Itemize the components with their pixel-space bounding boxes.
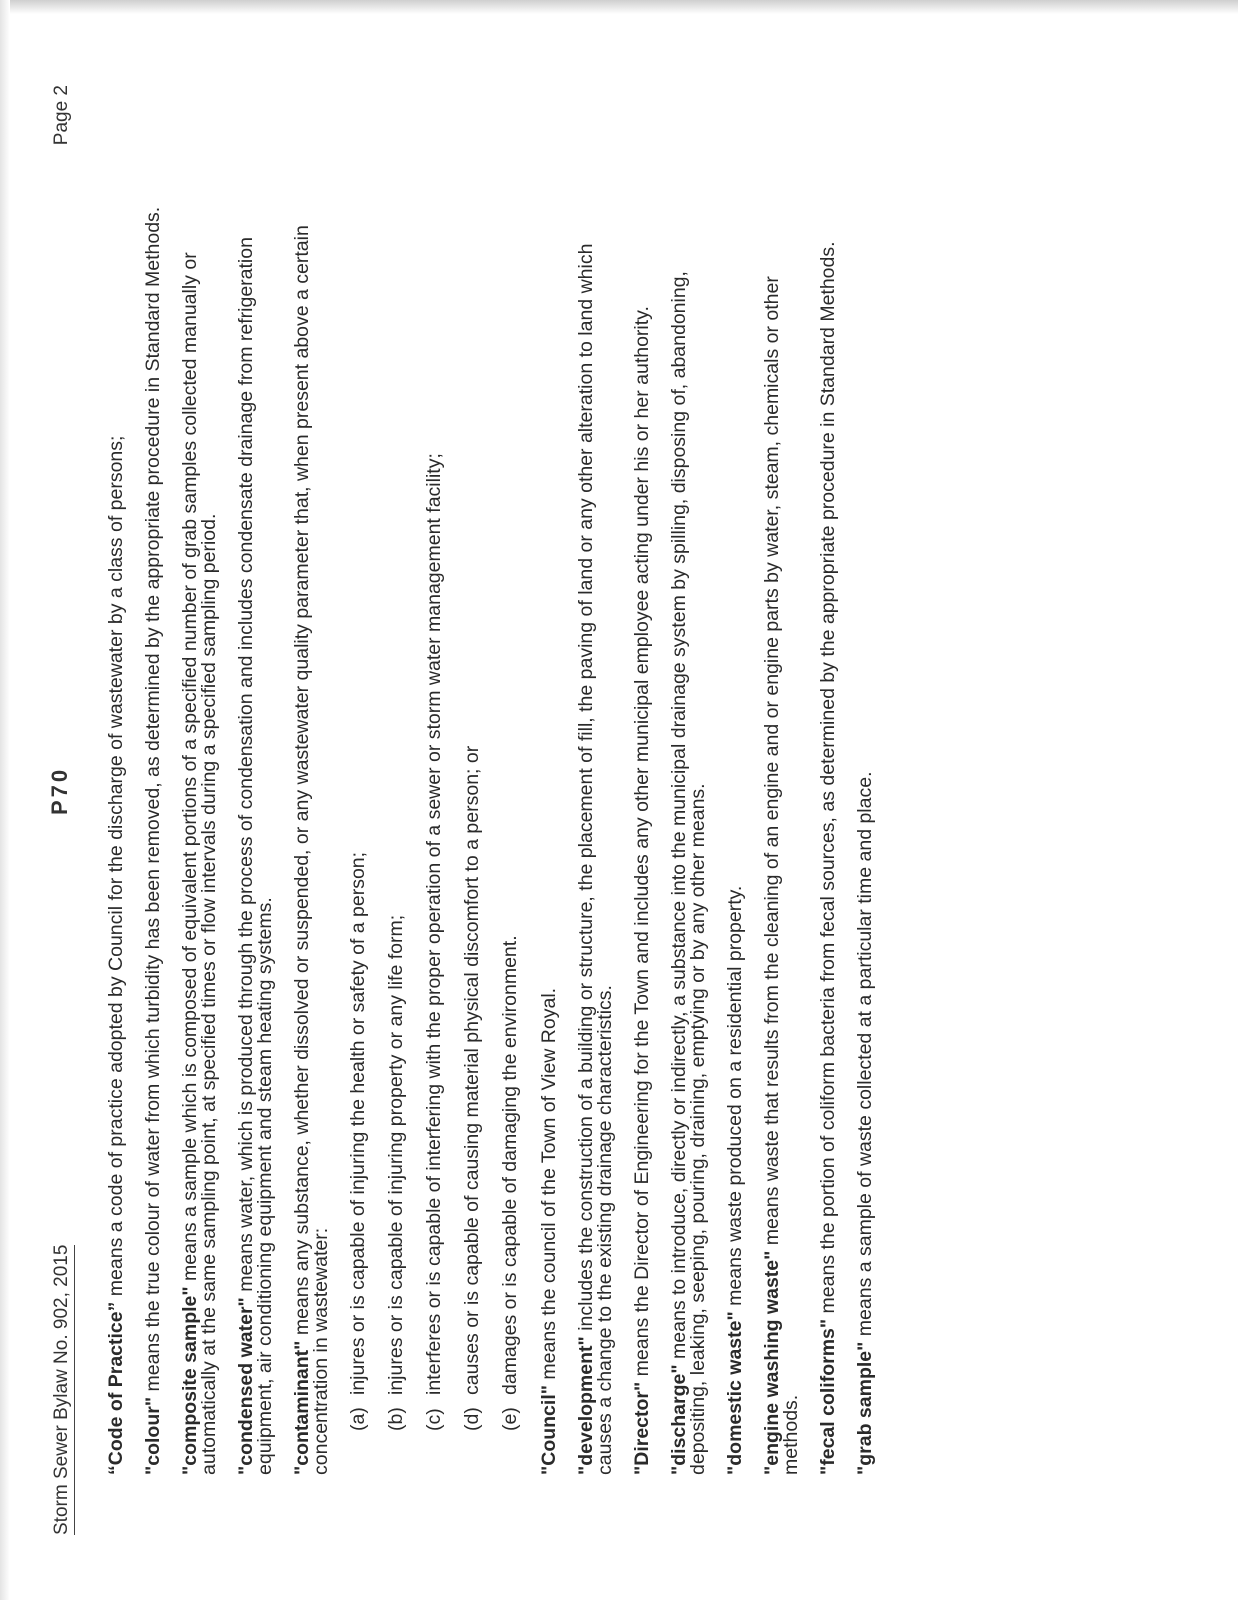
definition-term: "domestic waste" [724,1311,746,1475]
definition [293,205,331,1475]
list-item [349,205,368,1475]
definition-term: "Director" [631,1381,653,1475]
definitions-list [107,205,331,1475]
list-item-label: (a) [347,1407,369,1431]
definition-text: means the council of the Town of View Royal. [538,987,560,1385]
list-item-text: injures or is capable of injuring property or any life form; [385,914,407,1395]
definition-text: means waste that results from the cleaning of an engine and or engine parts by water, steam, chemicals or other methods. [761,276,802,1475]
definition-text: means water, which is produced through the process of condensation and includes condensate drainage from refrigeration equipment, air conditioning equipment and steam heating systems. [235,237,276,1475]
page-number: Page 2 [51,85,72,146]
list-item-label: (b) [385,1407,407,1431]
list-item-text: damages or is capable of damaging the environment. [499,935,521,1395]
definition-text: means to introduce, directly or indirectly, a substance into the municipal drainage system by spilling, disposing of, abandoning, depositing, leaking, seeping, pouring, draining, emptying or by any other means. [668,271,709,1475]
definition [237,205,275,1475]
contaminant-criteria-list [349,205,520,1475]
definition-text: means the portion of coliform bacteria from fecal sources, as determined by the appropriate procedure in Standard Methods. [817,241,839,1319]
definition-term: "contaminant" [291,1340,313,1475]
list-item-label: (c) [423,1408,445,1431]
definition-text: means a code of practice adopted by Council for the discharge of wastewater by a class of persons; [105,435,127,1302]
definition [577,205,615,1475]
definition-term: "discharge" [668,1364,690,1475]
list-item-text: interferes or is capable of interfering with the proper operation of a sewer or storm water management facility; [423,453,445,1395]
definition-term: "colour" [142,1396,164,1475]
rotated-page [45,85,1125,1535]
definition-term: "grab sample" [854,1341,876,1475]
definition [670,205,708,1475]
definition-term: "composite sample" [179,1286,201,1475]
definition-term: "condensed water" [235,1297,257,1475]
definitions-list-continued [540,205,875,1475]
definition [726,205,745,1475]
definition-text: means a sample which is composed of equivalent portions of a specified number of grab samples collected manually or automatically at the same sampling point, at specified times or flow intervals during a specified sampling period. [179,252,220,1475]
definition-term: "Council" [538,1385,560,1475]
definition-term: "development" [575,1336,597,1475]
definition-text: means a sample of waste collected at a particular time and place. [854,771,876,1342]
definition-text: means the true colour of water from which turbidity has been removed, as determined by the appropriate procedure in Standard Methods. [142,206,164,1397]
list-item-label: (d) [461,1407,483,1431]
definition-term: “Code of Practice” [105,1301,127,1475]
page-header [45,85,79,1535]
definition [763,205,801,1475]
list-item [463,205,482,1475]
definition-term: "engine washing waste" [761,1250,783,1475]
definition-text: includes the construction of a building or structure, the placement of fill, the paving of land or any other alteration to land which causes a change to the existing drainage characteristics. [575,243,616,1475]
scan-edge-left [0,0,10,1600]
list-item-label: (e) [499,1407,521,1431]
definition-text: means any substance, whether dissolved or suspended, or any wastewater quality parameter that, when present above a certain concentration in wastewater: [291,225,332,1475]
list-item [501,205,520,1475]
definition-text: means the Director of Engineering for the Town and includes any other municipal employee acting under his or her authority. [631,306,653,1382]
list-item [387,205,406,1475]
definition [856,205,875,1475]
list-item-text: injures or is capable of injuring the health or safety of a person; [347,851,369,1395]
definition [144,205,163,1475]
bylaw-title: Storm Sewer Bylaw No. 902, 2015 [51,1245,75,1535]
page-code: P70 [47,766,72,815]
scan-edge-top [0,0,1238,14]
definition [181,205,219,1475]
definition [633,205,652,1475]
definition-term: "fecal coliforms" [817,1318,839,1475]
definition-text: means waste produced on a residential property. [724,885,746,1312]
document-body [107,205,893,1475]
definition [819,205,838,1475]
definition [540,205,559,1475]
list-item-text: causes or is capable of causing material physical discomfort to a person; or [461,745,483,1395]
definition [107,205,126,1475]
list-item [425,205,444,1475]
